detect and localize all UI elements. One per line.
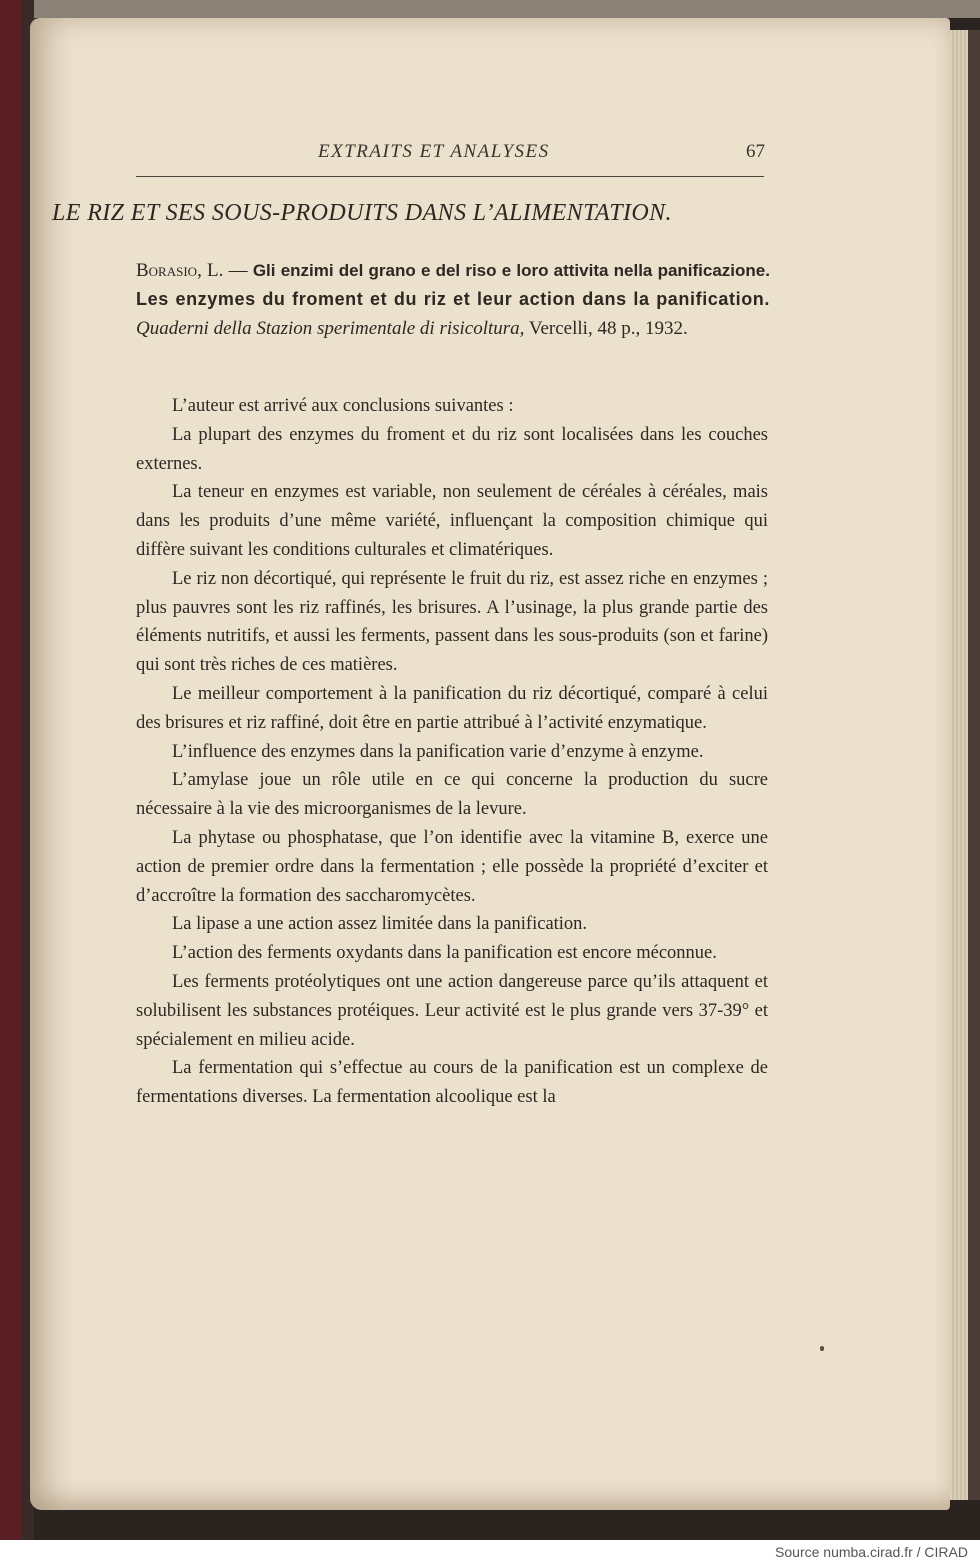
book-cover-edge bbox=[0, 0, 22, 1540]
section-title: LE RIZ ET SES SOUS-PRODUITS DANS L’ALIMENTATION. bbox=[52, 200, 672, 226]
paragraph: Le riz non décortiqué, qui représente le fruit du riz, est assez riche en enzymes ; plus pauvres sont les riz raffinés, les brisures. A l’usinage, la plus grande partie des éléments nutritifs, et aussi les ferments, passent dans les sous-produits (son et farine) qui sont très riches de ces matières. bbox=[136, 568, 768, 676]
header-rule bbox=[136, 176, 764, 177]
paragraph: L’influence des enzymes dans la panification varie d’enzyme à enzyme. bbox=[172, 741, 704, 762]
paragraph: La lipase a une action assez limitée dans la panification. bbox=[172, 914, 588, 935]
ink-speck bbox=[820, 1346, 824, 1351]
citation-details: Vercelli, 48 p., 1932. bbox=[528, 318, 688, 339]
paragraph: L’action des ferments oxydants dans la panification est encore méconnue. bbox=[172, 943, 717, 964]
bibliographic-citation bbox=[136, 256, 770, 343]
paragraph: Le meilleur comportement à la panification du riz décortiqué, comparé à celui des brisures et riz raffiné, doit être en partie attribué à l’activité enzymatique. bbox=[136, 683, 768, 733]
citation-french-title: Les enzymes du froment et du riz et leur action dans la panification. bbox=[136, 289, 770, 309]
source-credit: Source numba.cirad.fr / CIRAD bbox=[775, 1544, 968, 1560]
paragraph: La plupart des enzymes du froment et du riz sont localisées dans les couches externes. bbox=[136, 424, 768, 474]
running-head: EXTRAITS ET ANALYSES bbox=[318, 141, 550, 162]
paragraph: L’auteur est arrivé aux conclusions suivantes : bbox=[172, 396, 514, 416]
paragraph: La teneur en enzymes est variable, non seulement de céréales à céréales, mais dans les produits d’une même variété, influençant la composition chimique qui diffère suivant les conditions culturales et climatériques. bbox=[136, 482, 768, 560]
body-text bbox=[136, 392, 768, 1112]
paragraph: La fermentation qui s’effectue au cours de la panification est un complexe de fermentations diverses. La fermentation alcoolique est la bbox=[136, 1058, 768, 1108]
page-right-shadow bbox=[968, 30, 980, 1500]
paragraph: La phytase ou phosphatase, que l’on identifie avec la vitamine B, exerce une action de premier ordre dans la fermentation ; elle possède la propriété d’exciter et d’accroître la formation des saccharomycètes. bbox=[136, 827, 768, 906]
page-number: 67 bbox=[746, 141, 765, 162]
citation-author: Borasio, L. — bbox=[136, 260, 248, 281]
paragraph: L’amylase joue un rôle utile en ce qui concerne la production du sucre nécessaire à la vie des microorganismes de la levure. bbox=[136, 770, 768, 820]
scanner-bed-strip bbox=[0, 0, 980, 18]
paragraph: Les ferments protéolytiques ont une action dangereuse parce qu’ils attaquent et solubilisent les substances protéiques. Leur activité est le plus grande vers 37-39° et spécialement en milieu acide. bbox=[136, 971, 768, 1050]
citation-italian-title: Gli enzimi del grano e del riso e loro attivita nella panificazione. bbox=[252, 261, 770, 280]
citation-journal: Quaderni della Stazion sperimentale di risicoltura, bbox=[136, 318, 525, 339]
